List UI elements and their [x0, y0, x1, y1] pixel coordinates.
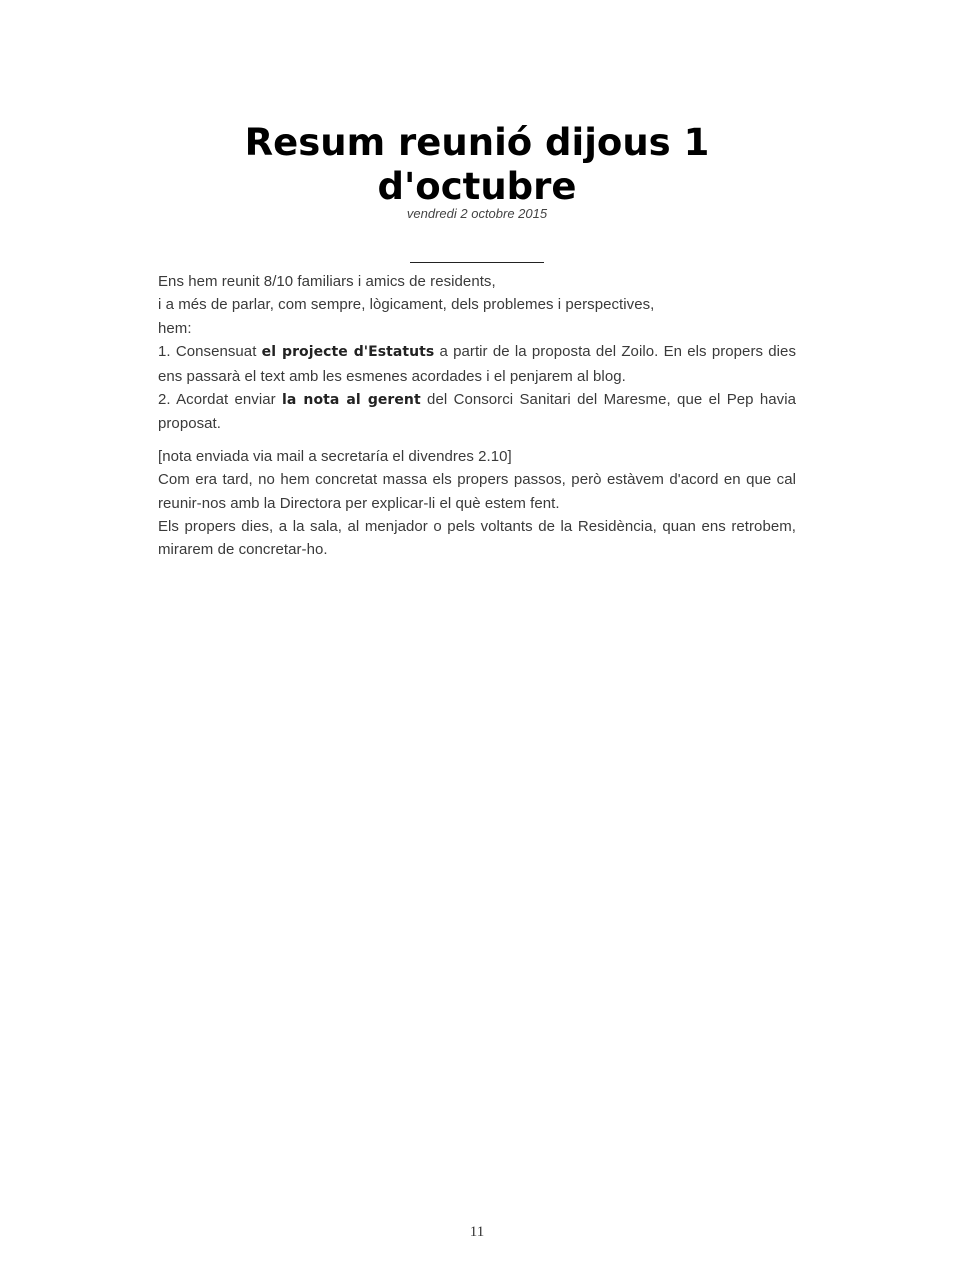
intro-line-3: hem:: [158, 319, 192, 337]
list-item-1: [158, 340, 796, 388]
paragraph-next-steps: Com era tard, no hem concretat massa els propers passos, però estàvem d'acord en que cal reunir-nos amb la Directora per explicar-li el què estem fent.: [158, 471, 796, 512]
page-number: 11: [469, 1224, 485, 1240]
list-item-1-prefix: 1. Consensuat: [158, 343, 262, 361]
list-item-2-emphasis: la nota al gerent: [282, 392, 421, 409]
list-item-1-suffix: a partir de la proposta del Zoilo. En els propers dies ens passarà el text amb les esmenes acordades i el penjarem al blog.: [158, 343, 797, 385]
list-item-2-suffix: del Consorci Sanitari del Maresme, que el Pep havia proposat.: [158, 391, 797, 433]
post-date: vendredi 2 octobre 2015: [406, 206, 548, 221]
title-divider: [410, 262, 544, 263]
list-item-2-prefix: 2. Acordat enviar: [158, 391, 283, 409]
document-body: [158, 270, 796, 562]
paragraph-closing: Els propers dies, a la sala, al menjador o pels voltants de la Residència, quan ens retrobem, mirarem de concretar-ho.: [158, 518, 796, 559]
note-line: [nota enviada via mail a secretaría el divendres 2.10]: [158, 447, 512, 465]
list-item-1-emphasis: el projecte d'Estatuts: [261, 344, 435, 361]
page-title: Resum reunió dijous 1 d'octubre: [244, 121, 710, 208]
intro-line-1: Ens hem reunit 8/10 familiars i amics de residents,: [158, 273, 496, 290]
intro-line-2: i a més de parlar, com sempre, lògicament, dels problemes i perspectives,: [158, 296, 655, 314]
list-item-2: [158, 388, 796, 436]
